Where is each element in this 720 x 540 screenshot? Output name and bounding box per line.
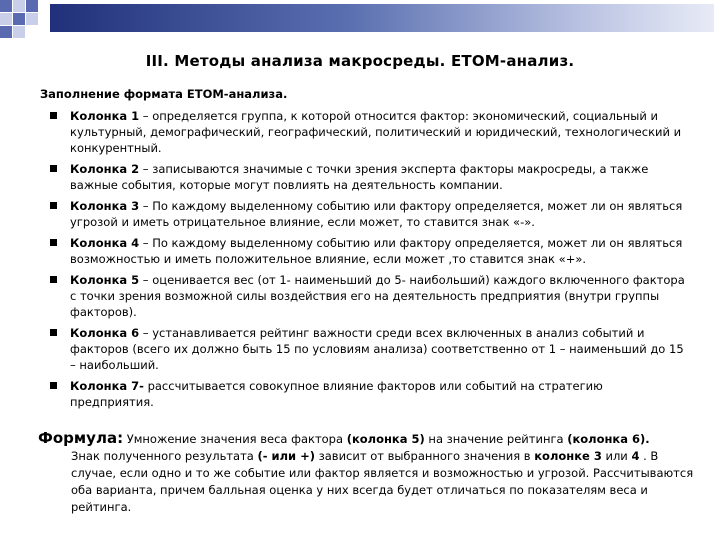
deco-square [0,13,12,25]
item-label: Колонка 5 [70,273,140,287]
item-text: рассчитывается совокупное влияние факторов или событий на стратегию предприятия. [70,379,603,409]
formula-text: Знак полученного результата [71,449,258,463]
item-label: Колонка 3 [70,199,140,213]
item-text: – По каждому выделенному событию или фактору определяется, может ли он являться угрозой и иметь отрицательное влияние, если может, то ставится знак «-». [70,199,683,229]
formula-text: зависит от выбранного значения в [314,449,535,463]
list-item [50,198,690,230]
formula-bold: 4 [631,449,640,463]
formula-text: на значение рейтинга [424,432,568,446]
square-bullet-icon [50,276,57,283]
deco-square [0,26,12,38]
square-bullet-icon [50,165,57,172]
deco-square [26,0,38,12]
list-item [50,108,690,156]
list-item [50,161,690,193]
formula-text: или [601,449,632,463]
item-text: – определяется группа, к которой относится фактор: экономический, социальный и культурный, демографический, географический, политический и юридический, технологический и конкурентный. [70,109,682,155]
header-gradient-bar [50,4,714,32]
square-bullet-icon [50,239,57,246]
formula-line [38,430,698,448]
list-item [50,272,690,320]
list-item [50,378,690,410]
square-bullet-icon [50,329,57,336]
deco-square [13,0,25,12]
formula-explanation [38,448,698,516]
formula-bold: колонке 3 [534,449,602,463]
square-bullet-icon [50,382,57,389]
formula-text: . В случае, если одно и то же событие или фактор является и возможностью и угрозой. Рассчитываются оба варианта, причем балльная оценка у них всегда будет отличаться по показателям веса и рейтинга. [71,449,694,514]
deco-square [26,13,38,25]
item-label: Колонка 1 [70,109,140,123]
deco-square [13,13,25,25]
section-subtitle: Заполнение формата ETOM-анализа. [40,87,288,101]
item-label: Колонка 7- [70,379,144,393]
decorative-squares [0,0,50,50]
item-text: – оценивается вес (от 1- наименьший до 5- наибольший) каждого включенного фактора с точки зрения возможной силы воздействия его на деятельность предприятия (внутри группы факторов). [70,273,685,319]
formula-bold: (- или +) [257,449,315,463]
formula-block [38,430,698,516]
column-list [50,108,690,415]
deco-square [0,0,12,12]
formula-label: Формула: [38,429,124,447]
item-label: Колонка 6 [70,326,140,340]
list-item [50,235,690,267]
item-text: – По каждому выделенному событию или фактору определяется, может ли он являться возможностью и иметь положительное влияние, если может ,то ставится знак «+». [70,236,683,266]
item-label: Колонка 2 [70,162,140,176]
slide-title: III. Методы анализа макросреды. ETOM-анализ. [145,52,575,70]
formula-text: Умножение значения веса фактора [123,432,347,446]
item-text: – устанавливается рейтинг важности среди всех включенных в анализ событий и факторов (всего их должно быть 15 по условиям анализа) соответственно от 1 – наименьший до 15 – наибольший. [70,326,684,372]
square-bullet-icon [50,202,57,209]
formula-bold: (колонка 5) [346,432,425,446]
list-item [50,325,690,373]
item-text: – записываются значимые с точки зрения эксперта факторы макросреды, а также важные события, которые могут повлиять на деятельность компании. [70,162,649,192]
square-bullet-icon [50,112,57,119]
formula-bold: (колонка 6). [567,432,650,446]
deco-square [13,26,25,38]
item-label: Колонка 4 [70,236,140,250]
